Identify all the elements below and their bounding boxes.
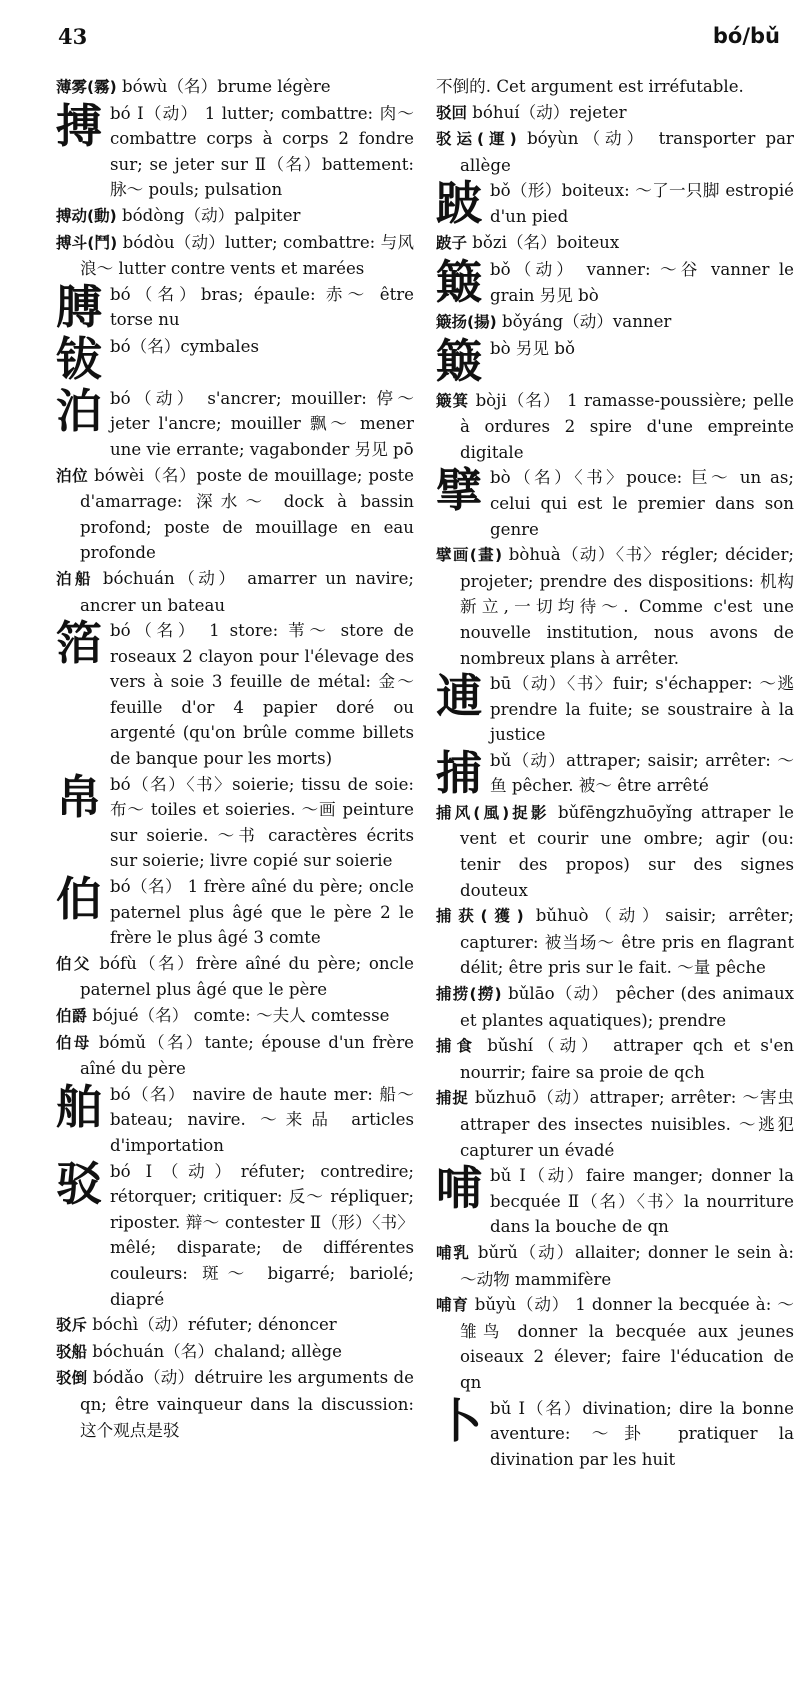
- definition-text: bǒ（形）boiteux: ～了一只脚 estropié d'un pied: [490, 181, 794, 226]
- running-head: bó/bǔ: [712, 24, 780, 48]
- definition-text: bówèi（名）poste de mouillage; poste d'amarrage: 深水～ dock à bassin profond; poste de mouillage en eau profonde: [80, 465, 414, 563]
- headword-character: 簸: [436, 254, 482, 309]
- compound-headword: 簸箕: [436, 391, 470, 410]
- headword-entry: [436, 1393, 794, 1473]
- compound-entry: [56, 1339, 414, 1366]
- headword-character: 簸: [436, 333, 482, 388]
- definition-text: bó（名） 1 store: 苇～ store de roseaux 2 clayon pour l'élevage des vers à soie 3 feuille de métal: 金～ feuille d'or 4 papier doré ou argenté (qu'on brûle comme billets de banque pour les morts): [110, 621, 414, 769]
- headword-character: 伯: [56, 872, 102, 927]
- headword-character: 哺: [436, 1161, 482, 1216]
- definition-text: bó Ⅰ（动）réfuter; contredire; rétorquer; critiquer: 反～ répliquer; riposter. 辩～ contester Ⅱ（形）〈书〉mêlé; disparate; de différentes couleurs: 斑～ bigarré; bariolé; diapré: [110, 1161, 414, 1309]
- compound-entry: [56, 1365, 414, 1443]
- definition-text: bǒzi（名）boiteux: [472, 233, 620, 253]
- compound-headword: 伯母: [56, 1033, 92, 1052]
- definition-text: bó Ⅰ（动） 1 lutter; combattre: 肉～ combattre corps à corps 2 fondre sur; se jeter sur Ⅱ（名）battement: 脉～ pouls; pulsation: [110, 103, 414, 200]
- definition-text: bò 另见 bǒ: [490, 338, 575, 358]
- right-column: [436, 74, 794, 1472]
- compound-headword: 驳船: [56, 1342, 88, 1361]
- definition-text: bǔlāo（动） pêcher (des animaux et plantes aquatiques); prendre: [460, 984, 794, 1030]
- compound-headword: 伯爵: [56, 1007, 88, 1025]
- compound-headword: 捕食: [436, 1037, 477, 1056]
- compound-entry: [436, 388, 794, 466]
- definition-text: bóhuí（动）rejeter: [472, 102, 627, 122]
- compound-headword: 捕捉: [436, 1089, 469, 1108]
- compound-entry: [56, 230, 414, 282]
- compound-entry: [56, 566, 414, 618]
- definition-text: bófù（名）frère aîné du père; oncle paternel plus âgé que le père: [80, 953, 414, 1000]
- headword-entry: [56, 618, 414, 772]
- definition-text: bóchuán（名）chaland; allège: [92, 1341, 342, 1361]
- headword-entry: [436, 671, 794, 748]
- compound-headword: 驳运(運): [436, 130, 517, 149]
- compound-entry: [436, 981, 794, 1033]
- compound-headword: 哺乳: [436, 1243, 471, 1262]
- headword-character: 跛: [436, 176, 482, 231]
- definition-text: bóyùn（动） transporter par allège: [460, 129, 794, 175]
- definition-text: bódǎo（动）détruire les arguments de qn; être vainqueur dans la discussion: 这个观点是驳: [80, 1368, 414, 1440]
- headword-entry: [436, 745, 794, 800]
- definition-text: bóchuán（动） amarrer un navire; ancrer un bateau: [80, 568, 414, 615]
- definition-text: bó（名） 1 frère aîné du père; oncle paternel plus âgé que le père 2 le frère le plus âgé 3 comte: [110, 877, 414, 948]
- continued-entry: [436, 74, 794, 100]
- compound-entry: [436, 1240, 794, 1292]
- compound-entry: [56, 203, 414, 230]
- compound-entry: [436, 100, 794, 127]
- headword-character: 捕: [436, 745, 482, 800]
- compound-headword: 驳斥: [56, 1316, 88, 1335]
- headword-entry: [436, 178, 794, 230]
- compound-headword: 擘画(畫): [436, 546, 503, 565]
- definition-text: bó（名）cymbales: [110, 336, 259, 356]
- definition-text: bǔzhuō（动）attraper; arrêter: ～害虫 attraper des insectes nuisibles. ～逃犯 capturer un évadé: [460, 1088, 794, 1160]
- compound-headword: 搏斗(鬥): [56, 233, 118, 252]
- headword-entry: [436, 254, 794, 309]
- definition-text: bówù（名）brume légère: [121, 77, 331, 96]
- definition-text: bójué（名） comte: ～夫人 comtesse: [92, 1006, 390, 1025]
- compound-entry: [436, 1085, 794, 1163]
- definition-text: bǔ（动）attraper; saisir; arrêter: ～鱼 pêcher. 被～ être arrêté: [490, 750, 794, 796]
- compound-entry: [436, 903, 794, 981]
- left-column: [56, 74, 414, 1443]
- compound-headword: 薄雾(霧): [56, 78, 117, 96]
- definition-text: bū（动）〈书〉fuir; s'échapper: ～逃 prendre la fuite; se soustraire à la justice: [490, 674, 794, 745]
- compound-headword: 哺育: [436, 1296, 469, 1315]
- definition-text: bǔhuò（动）saisir; arrêter; capturer: 被当场～ être pris en flagrant délit; être pris sur le fait. ～量 pêche: [460, 906, 794, 978]
- headword-character: 卜: [436, 1393, 482, 1448]
- definition-text: bó（动） s'ancrer; mouiller: 停～jeter l'ancre; mouiller 飘～ mener une vie errante; vagabonder 另见 pō: [110, 388, 414, 459]
- headword-entry: [56, 383, 414, 463]
- headword-entry: [56, 1156, 414, 1313]
- headword-character: 箔: [56, 616, 102, 671]
- compound-entry: [56, 1030, 414, 1082]
- compound-headword: 捕风(風)捉影: [436, 803, 550, 822]
- definition-text: bǒ（动） vanner: ～谷 vanner le grain 另见 bò: [490, 259, 794, 305]
- compound-entry: [436, 800, 794, 903]
- headword-character: 擘: [436, 463, 482, 518]
- definition-text: bó（名） navire de haute mer: 船～ bateau; navire. ～来品 articles d'importation: [110, 1084, 414, 1155]
- compound-entry: [436, 230, 794, 257]
- compound-entry: [56, 1003, 414, 1030]
- definition-text: bó（名）bras; épaule: 赤～ être torse nu: [110, 284, 414, 330]
- headword-character: 钹: [56, 331, 102, 386]
- compound-headword: 泊船: [56, 569, 95, 588]
- headword-entry: [56, 1079, 414, 1159]
- compound-headword: 跛子: [436, 234, 468, 253]
- compound-entry: [436, 1033, 794, 1085]
- compound-entry: [56, 951, 414, 1003]
- definition-text: bómǔ（名）tante; épouse d'un frère aîné du père: [80, 1032, 414, 1079]
- definition-text: bǒyáng（动）vanner: [501, 311, 672, 331]
- headword-entry: [436, 1163, 794, 1240]
- compound-headword: 搏动(動): [56, 206, 117, 225]
- compound-entry: [436, 542, 794, 671]
- definition-text: bó（名）〈书〉soierie; tissu de soie: 布～ toiles et soieries. ～画 peinture sur soierie. ～书 caractères écrits sur soierie; livre copié sur soierie: [110, 774, 414, 871]
- headword-entry: [56, 331, 414, 386]
- compound-headword: 捕获(獲): [436, 907, 524, 926]
- definition-text: bǔfēngzhuōyǐng attraper le vent et courir une ombre; agir (ou: tenir des propos) sur des signes douteux: [460, 802, 794, 900]
- headword-character: 帛: [56, 769, 102, 824]
- compound-entry: [436, 309, 794, 336]
- definition-text: bódòu（动）lutter; combattre: 与风浪～ lutter contre vents et marées: [80, 232, 414, 279]
- definition-text: bòji（名） 1 ramasse-poussière; pelle à ordures 2 spire d'une empreinte digitale: [460, 390, 794, 462]
- headword-character: 驳: [56, 1156, 102, 1211]
- compound-headword: 伯父: [56, 954, 92, 973]
- compound-headword: 捕捞(撈): [436, 985, 502, 1004]
- compound-entry: [436, 1292, 794, 1395]
- compound-entry: [436, 126, 794, 178]
- compound-entry: [56, 463, 414, 566]
- definition-text: bǔyù（动） 1 donner la becquée à: ～雏鸟 donner la becquée aux jeunes oiseaux 2 élever; faire l'éducation de qn: [460, 1295, 794, 1392]
- headword-character: 舶: [56, 1079, 102, 1134]
- definition-text: bǔ Ⅰ（名）divination; dire la bonne aventure: ～卦 pratiquer la divination par les huit: [490, 1398, 794, 1469]
- headword-character: 逋: [436, 669, 482, 724]
- compound-headword: 驳倒: [56, 1369, 88, 1388]
- definition-text: bòhuà（动）〈书〉régler; décider; projeter; prendre des dispositions: 机构新立,一切均待～. Comme c'est une nouvelle institution, nous avons de nombreux plans à arrêter.: [460, 545, 795, 668]
- definition-text: bǔshí（动） attraper qch et s'en nourrir; faire sa proie de qch: [460, 1036, 794, 1082]
- definition-text: bóchì（动）réfuter; dénoncer: [92, 1315, 337, 1335]
- headword-entry: [436, 333, 794, 388]
- definition-text: bódòng（动）palpiter: [121, 205, 301, 225]
- page-number: 43: [58, 24, 88, 49]
- headword-entry: [56, 769, 414, 874]
- compound-headword: 泊位: [56, 466, 89, 485]
- compound-entry: [56, 74, 414, 101]
- definition-text: bò（名）〈书〉pouce: 巨～ un as; celui qui est le premier dans son genre: [490, 468, 794, 539]
- compound-headword: 驳回: [436, 103, 468, 122]
- headword-character: 搏: [56, 98, 102, 153]
- headword-entry: [56, 279, 414, 334]
- headword-character: 泊: [56, 383, 102, 438]
- definition-text: bǔ Ⅰ（动）faire manger; donner la becquée Ⅱ（名）〈书〉la nourriture dans la bouche de qn: [490, 1166, 794, 1237]
- headword-entry: [56, 874, 414, 951]
- definition-text: 不倒的. Cet argument est irréfutable.: [436, 77, 744, 96]
- compound-entry: [56, 1312, 414, 1339]
- headword-entry: [436, 465, 794, 542]
- compound-headword: 簸扬(揚): [436, 312, 497, 331]
- headword-entry: [56, 98, 414, 203]
- headword-character: 膊: [56, 279, 102, 334]
- definition-text: bǔrǔ（动）allaiter; donner le sein à: ～动物 mammifère: [460, 1242, 794, 1289]
